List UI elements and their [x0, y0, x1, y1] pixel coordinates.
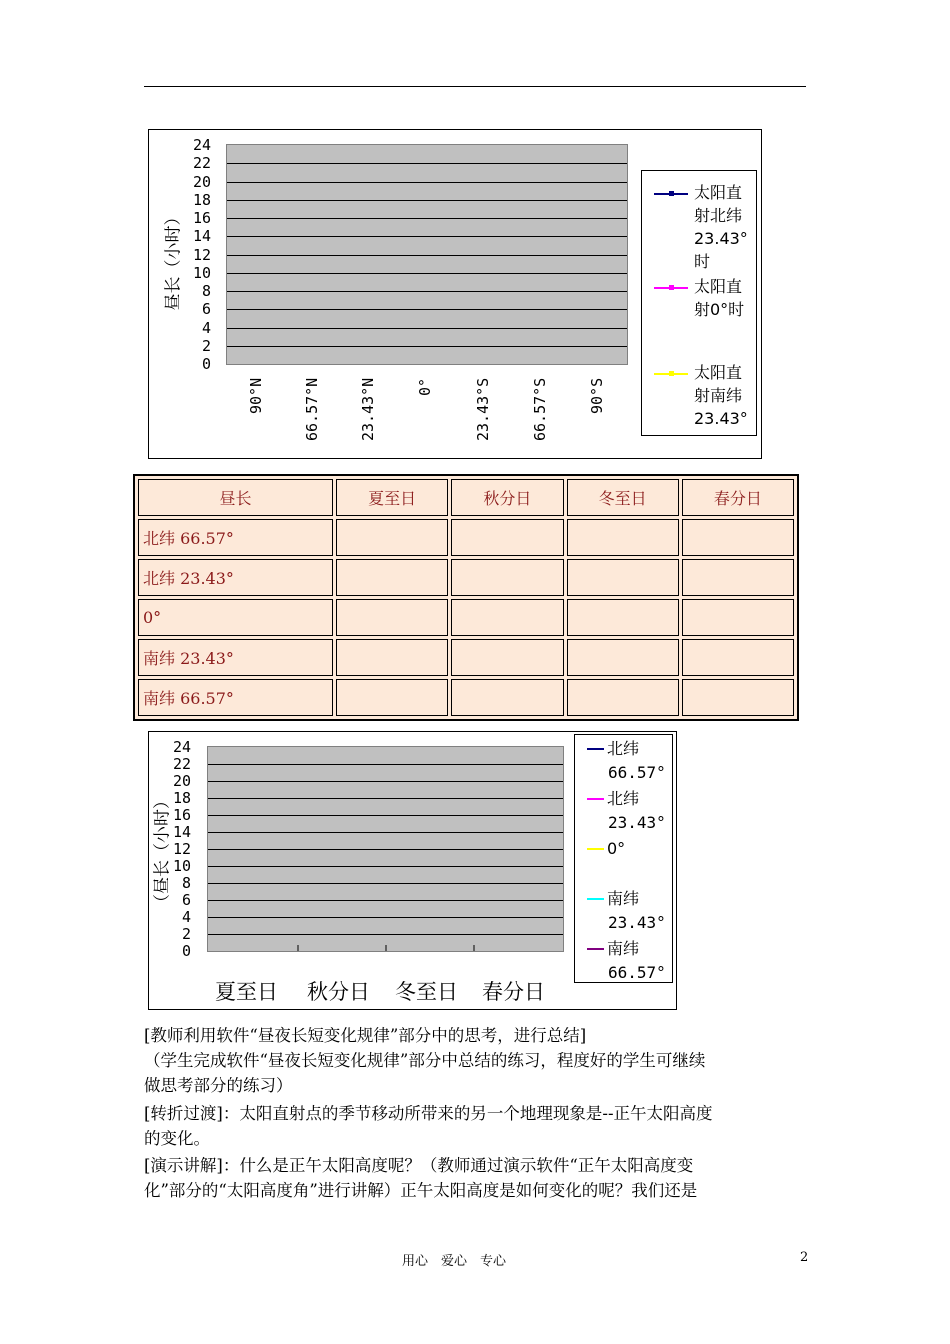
table-cell[interactable] [682, 519, 794, 556]
table-cell[interactable] [682, 599, 794, 636]
legend-label: 66.57° [608, 763, 666, 782]
legend-label: 北纬 [607, 789, 640, 808]
header-rule [144, 86, 806, 87]
y-tick-label: 24 [172, 738, 191, 756]
y-axis-label: （昼长（小时） [152, 792, 173, 911]
table-cell[interactable] [451, 639, 563, 676]
legend-label: 时 [694, 252, 711, 271]
legend-swatch [587, 798, 604, 800]
row-label: 南纬 66.57° [138, 679, 333, 716]
row-label: 北纬 66.57° [138, 519, 333, 556]
y-tick-label: 12 [172, 840, 191, 858]
y-tick-label: 10 [192, 263, 211, 282]
table-cell[interactable] [682, 639, 794, 676]
header-cell: 夏至日 [336, 479, 448, 516]
y-tick-label: 14 [192, 227, 211, 246]
table-row [138, 679, 794, 716]
legend-marker [669, 285, 674, 290]
x-tick-label: 0° [416, 377, 434, 396]
table-cell[interactable] [567, 559, 679, 596]
x-tick-label: 夏至日 [215, 980, 278, 1004]
y-tick-label: 6 [201, 300, 211, 319]
paragraph-demo-2: 化”部分的“太阳高度角”进行讲解）正午太阳高度是如何变化的呢？我们还是 [144, 1181, 698, 1200]
y-tick-label: 6 [181, 891, 191, 909]
y-tick-label: 14 [172, 823, 191, 841]
paragraph-practice-1: （学生完成软件“昼夜长短变化规律”部分中总结的练习，程度好的学生可继续 [144, 1051, 706, 1070]
x-tick-label: 66.57°N [303, 377, 321, 441]
table-cell[interactable] [336, 519, 448, 556]
paragraph-transition-2: 的变化。 [144, 1129, 210, 1148]
y-tick-label: 20 [172, 772, 191, 790]
x-tick-label: 90°N [247, 377, 265, 414]
table-row [138, 599, 794, 636]
legend-label: 射0°时 [694, 300, 745, 319]
legend-label: 23.43° [608, 913, 666, 932]
y-tick-label: 10 [172, 857, 191, 875]
y-tick-label: 2 [201, 336, 211, 355]
table-cell[interactable] [567, 639, 679, 676]
x-tick-label: 23.43°N [359, 377, 377, 441]
plot-area [207, 746, 564, 952]
legend-label: 射北纬 [694, 206, 743, 225]
y-tick-label: 12 [192, 245, 211, 264]
x-tick-label: 66.57°S [531, 377, 549, 441]
header-cell: 昼长 [138, 479, 333, 516]
y-tick-label: 20 [192, 172, 211, 191]
legend-label: 23.43° [608, 813, 666, 832]
table-cell[interactable] [451, 599, 563, 636]
plot-area [226, 144, 628, 365]
table-cell[interactable] [567, 599, 679, 636]
legend-label: 0° [607, 839, 626, 858]
y-tick-label: 8 [181, 874, 191, 892]
x-tick-label: 90°S [588, 377, 606, 414]
header-cell: 春分日 [682, 479, 794, 516]
chart-daylength-seasons [148, 731, 677, 1010]
legend-label: 南纬 [607, 889, 640, 908]
x-tick-label: 冬至日 [395, 980, 458, 1004]
daylength-table [133, 474, 799, 721]
y-tick-label: 0 [181, 942, 191, 960]
y-tick-label: 22 [192, 154, 211, 173]
legend-label: 射南纬 [694, 386, 743, 405]
table-row [138, 519, 794, 556]
legend-swatch [587, 948, 604, 950]
y-tick-label: 22 [172, 755, 191, 773]
y-tick-label: 18 [172, 789, 191, 807]
table-cell[interactable] [682, 679, 794, 716]
y-tick-label: 0 [201, 355, 211, 373]
table-cell[interactable] [567, 519, 679, 556]
legend-label: 66.57° [608, 963, 666, 982]
header-cell: 秋分日 [451, 479, 563, 516]
y-tick-label: 4 [181, 908, 191, 926]
legend-label: 南纬 [607, 939, 640, 958]
y-tick-label: 16 [172, 806, 191, 824]
legend-label: 太阳直 [694, 363, 743, 382]
table-cell[interactable] [567, 679, 679, 716]
legend [641, 170, 757, 436]
y-tick-label: 24 [192, 136, 211, 154]
x-tick-label: 春分日 [482, 980, 545, 1004]
legend-swatch [587, 748, 604, 750]
table-cell[interactable] [682, 559, 794, 596]
y-tick-label: 18 [192, 190, 211, 209]
row-label: 0° [138, 599, 333, 636]
table-cell[interactable] [336, 639, 448, 676]
paragraph-transition-1: [转折过渡]：太阳直射点的季节移动所带来的另一个地理现象是--正午太阳高度 [144, 1104, 713, 1123]
y-tick-label: 2 [181, 925, 191, 943]
header-cell: 冬至日 [567, 479, 679, 516]
legend-label: 太阳直 [694, 183, 743, 202]
paragraph-practice-2: 做思考部分的练习） [144, 1076, 293, 1095]
table-cell[interactable] [336, 559, 448, 596]
y-tick-label: 8 [201, 282, 211, 300]
table-cell[interactable] [451, 559, 563, 596]
legend-label: 23.43° [694, 409, 748, 428]
y-tick-label: 4 [201, 318, 211, 337]
table-row [138, 639, 794, 676]
legend-marker [669, 191, 674, 196]
paragraph-summary: [教师利用软件“昼夜长短变化规律”部分中的思考，进行总结] [144, 1026, 587, 1045]
legend-label: 北纬 [607, 739, 640, 758]
chart-daylength-latitude [148, 129, 762, 459]
row-label: 南纬 23.43° [138, 639, 333, 676]
legend [574, 734, 673, 983]
x-tick-label: 23.43°S [474, 377, 492, 441]
row-label: 北纬 23.43° [138, 559, 333, 596]
legend-marker [669, 371, 674, 376]
page-number: 2 [800, 1250, 809, 1265]
legend-label: 太阳直 [694, 277, 743, 296]
y-axis-label: 昼长（小时） [163, 208, 184, 311]
table-cell[interactable] [451, 679, 563, 716]
footer-motto: 用心 爱心 专心 [402, 1254, 507, 1269]
table-cell[interactable] [336, 679, 448, 716]
legend-swatch [587, 848, 604, 850]
table-cell[interactable] [336, 599, 448, 636]
table-header-row [138, 479, 794, 516]
y-tick-label: 16 [192, 209, 211, 227]
paragraph-demo-1: [演示讲解]：什么是正午太阳高度呢？（教师通过演示软件“正午太阳高度变 [144, 1156, 694, 1175]
x-tick-label: 秋分日 [307, 980, 370, 1004]
legend-swatch [587, 898, 604, 900]
table-row [138, 559, 794, 596]
table-cell[interactable] [451, 519, 563, 556]
legend-label: 23.43° [694, 229, 748, 248]
